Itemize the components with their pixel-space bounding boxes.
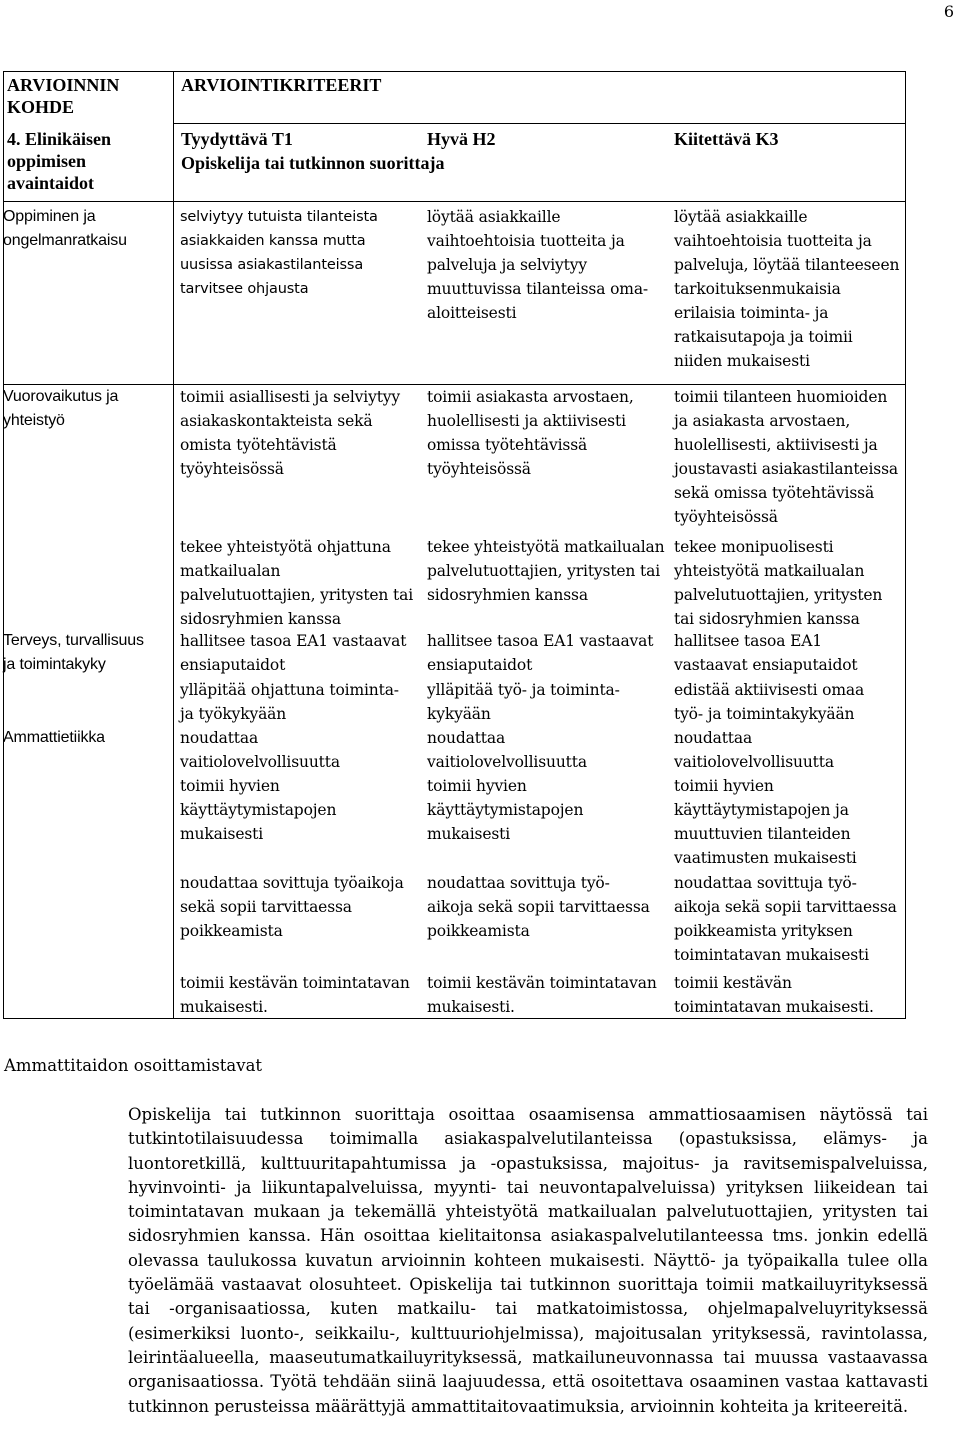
assessment-criteria-header: ARVIOINTIKRITEERIT xyxy=(181,75,382,95)
header-bottom-border xyxy=(3,201,906,202)
section-paragraph: Opiskelija tai tutkinnon suorittaja osoittaa osaamisensa ammattiosaamisen näytössä tai tutkintotilaisuudessa toimimalla asiakaspalvelutilanteissa (opastuksissa, elämys- ja luontoretkillä, kulttuuritapahtumissa ja -opastuksissa, majoitus- ja ravitsemispalveluissa, hyvinvointi- ja liikuntapalveluissa, myynti- tai neuvontapalveluissa) yrityksen liikeidean tai toimintatavan mukaan ja tekemällä yhteistyötä matkailualan palvelutuottajien, yritysten tai sidosryhmien kanssa. Hän osoittaa kielitaitonsa asiakaspalvelutilanteessa tms. jonkin edellä olevassa taulukossa kuvatun arvioinnin kohteen mukaisesti. Näyttö- ja työpaikalla tulee olla työelämää vastaavat olosuhteet. Opiskelija tai tutkinnon suorittaja toimii matkailuyrityksessä tai -organisaatiossa, kuten matkailu- tai matkatoimistossa, ohjelmapalveluyrityksessä (esimerkiksi luonto-, seikkailu-, kulttuuriohjelmissa), majoitusalan yrityksessä, ravintolassa, leirintäalueella, maaseutumatkailuyrityksessä, matkailuneuvonnassa tai muussa vastaavassa organisaatiossa. Työtä tehdään siinä laajuudessa, että osoitettava osaaminen vastaa kattavasti tutkinnon perusteissa määrättyjä ammattitaitovaatimuksia, arvioinnin kohteita ja kriteereitä. xyxy=(128,1105,928,1416)
h2-criterion-3: tekee yhteistyötä matkailualan palvelutuottajien, yritysten tai sidosryhmien kanssa xyxy=(427,538,665,604)
k3-criterion-8: noudattaa sovittuja työ- aikoja sekä sopii tarvittaessa poikkeamista yrityksen toimintatavan mukaisesti xyxy=(674,874,897,964)
h2-criterion-9: toimii kestävän toimintatavan mukaisesti. xyxy=(427,974,657,1016)
subject-learning: Oppiminen ja ongelmanratkaisu xyxy=(3,208,127,249)
k3-criterion-7: toimii hyvien käyttäytymistapojen ja muuttuvien tilanteiden vaatimusten mukaisesti xyxy=(674,777,857,867)
t1-criterion-9: toimii kestävän toimintatavan mukaisesti. xyxy=(180,974,410,1016)
h2-criterion-2: toimii asiakasta arvostaen, huolellisesti ja aktiivisesti omissa työtehtävissä työyhteisössä xyxy=(427,388,634,478)
t1-criterion-5: ylläpitää ohjattuna toiminta- ja työkykyään xyxy=(180,681,399,723)
page-number: 6 xyxy=(943,2,954,21)
assessment-target-header: ARVIOINNIN KOHDE xyxy=(7,75,120,117)
k3-criterion-5: edistää aktiivisesti omaa työ- ja toimintakykyään xyxy=(674,681,865,723)
section-heading: Ammattitaidon osoittamistavat xyxy=(4,1056,263,1075)
h2-criterion-8: noudattaa sovittuja työ- aikoja sekä sopii tarvittaessa poikkeamista xyxy=(427,874,650,940)
performer-header: Opiskelija tai tutkinnon suorittaja xyxy=(181,153,445,173)
h2-criterion-7: toimii hyvien käyttäytymistapojen mukaisesti xyxy=(427,777,584,843)
t1-criterion-1: selviytyy tutuista tilanteista asiakkaiden kanssa mutta uusissa asiakastilanteissa tarvitsee ohjausta xyxy=(180,209,378,297)
t1-criterion-8: noudattaa sovittuja työaikoja sekä sopii tarvittaessa poikkeamista xyxy=(180,874,404,940)
k3-criterion-6: noudattaa vaitiolovelvollisuutta xyxy=(674,729,834,771)
t1-criterion-7: toimii hyvien käyttäytymistapojen mukaisesti xyxy=(180,777,337,843)
subject-health-safety: Terveys, turvallisuus ja toimintakyky xyxy=(3,632,144,673)
subject-professional-ethics: Ammattietiikka xyxy=(3,729,105,746)
k3-criterion-1: löytää asiakkaille vaihtoehtoisia tuotteita ja palveluja, löytää tilanteeseen tarkoituksenmukaisia erilaisia toiminta- ja ratkaisutapoja ja toimii niiden mukaisesti xyxy=(674,208,900,370)
h2-criterion-5: ylläpitää työ- ja toiminta- kykyään xyxy=(427,681,620,723)
t1-criterion-2: toimii asiallisesti ja selviytyy asiakaskontakteista sekä omista työtehtävistä työyhteisössä xyxy=(180,388,400,478)
grade-k3-header: Kiitettävä K3 xyxy=(674,129,779,149)
grade-h2-header: Hyvä H2 xyxy=(427,129,496,149)
column-divider xyxy=(173,71,174,1019)
h2-criterion-6: noudattaa vaitiolovelvollisuutta xyxy=(427,729,587,771)
h2-criterion-1: löytää asiakkaille vaihtoehtoisia tuotteita ja palveluja ja selviytyy muuttuvissa tilanteissa oma- aloitteisesti xyxy=(427,208,649,322)
t1-criterion-6: noudattaa vaitiolovelvollisuutta xyxy=(180,729,340,771)
grade-t1-header: Tyydyttävä T1 xyxy=(181,129,293,149)
competence-subject-header: 4. Elinikäisen oppimisen avaintaidot xyxy=(7,129,112,193)
t1-criterion-4: hallitsee tasoa EA1 vastaavat ensiaputaidot xyxy=(180,632,407,674)
k3-criterion-9: toimii kestävän toimintatavan mukaisesti. xyxy=(674,974,874,1016)
h2-criterion-4: hallitsee tasoa EA1 vastaavat ensiaputaidot xyxy=(427,632,654,674)
criteria-header-divider xyxy=(173,123,906,124)
k3-criterion-3: tekee monipuolisesti yhteistyötä matkailualan palvelutuottajien, yritysten tai sidosryhmien kanssa xyxy=(674,538,883,628)
table-top-border xyxy=(3,71,906,72)
t1-criterion-3: tekee yhteistyötä ohjattuna matkailualan palvelutuottajien, yritysten tai sidosryhmien kanssa xyxy=(180,538,414,628)
k3-criterion-2: toimii tilanteen huomioiden ja asiakasta arvostaen, huolellisesti, aktiivisesti ja joustavasti asiakastilanteissa sekä omissa työtehtävissä työyhteisössä xyxy=(674,388,898,526)
k3-criterion-4: hallitsee tasoa EA1 vastaavat ensiaputaidot xyxy=(674,632,858,674)
subject-interaction: Vuorovaikutus ja yhteistyö xyxy=(3,388,119,429)
